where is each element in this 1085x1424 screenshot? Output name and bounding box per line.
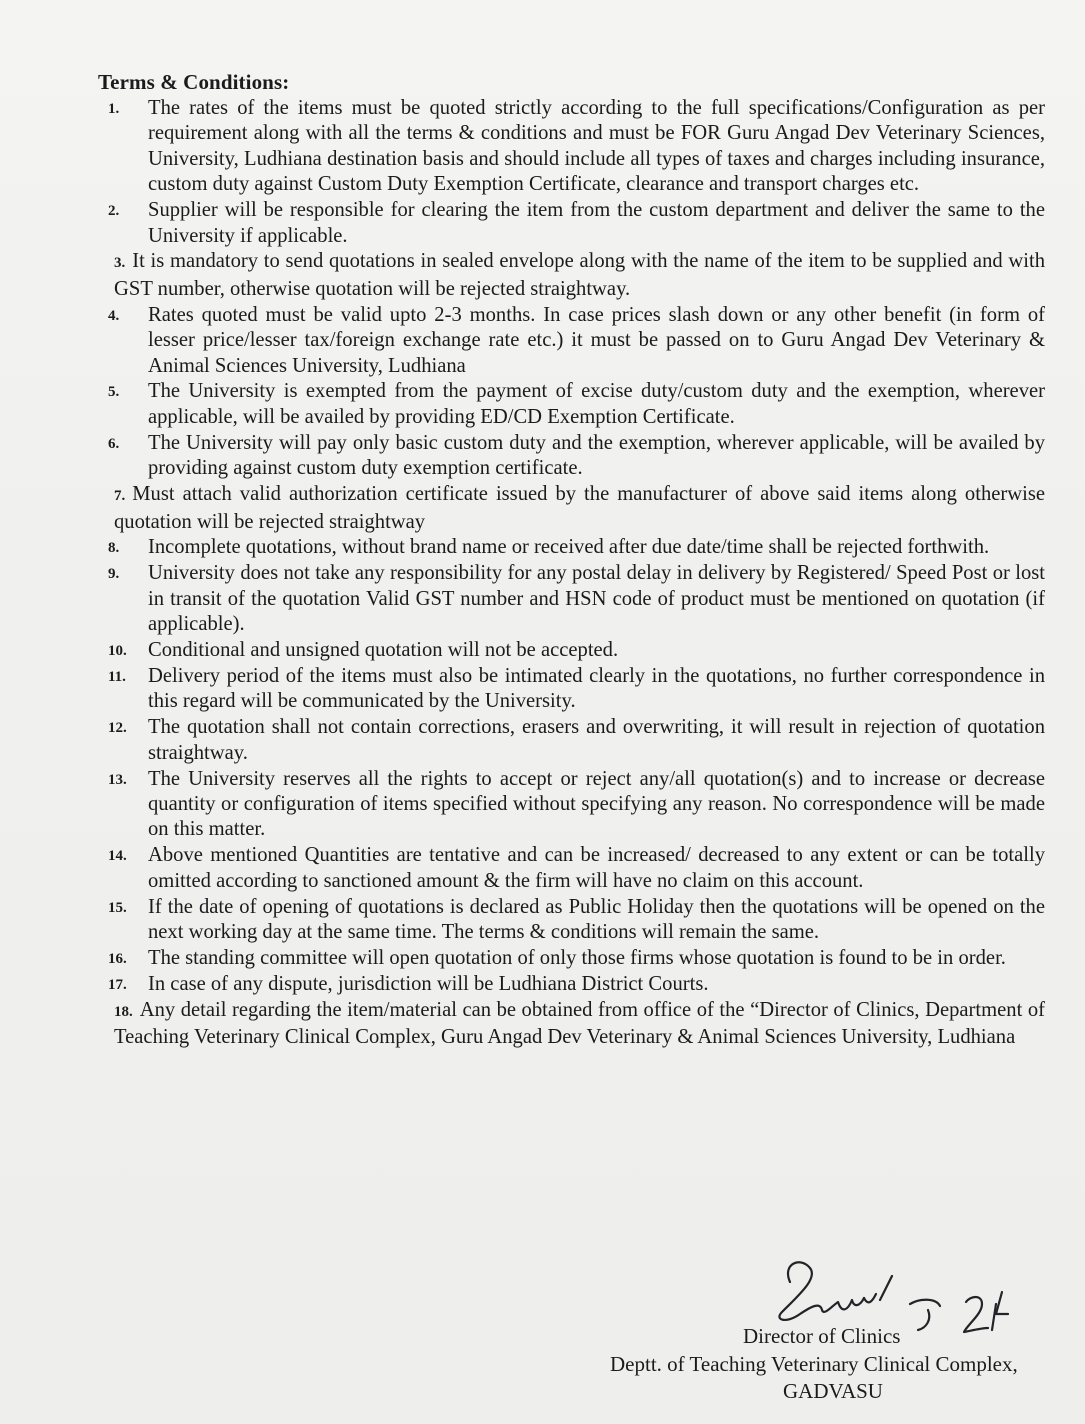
term-number: 1. xyxy=(108,101,120,117)
term-item-11 xyxy=(100,664,1045,715)
term-number: 14. xyxy=(108,848,127,865)
term-number: 7. xyxy=(114,488,126,505)
term-number: 3. xyxy=(114,255,126,272)
term-number: 6. xyxy=(108,435,120,452)
term-text: If the date of opening of quotations is declared as Public Holiday then the quotations will be opened on the next working day at the same time. The terms & conditions will remain the same. xyxy=(148,895,1045,943)
term-number: 2. xyxy=(108,203,120,220)
term-item-8 xyxy=(100,535,1045,560)
term-item-6 xyxy=(100,431,1045,482)
term-item-1 xyxy=(100,96,1045,198)
term-text: Must attach valid authorization certificate issued by the manufacturer of above said items along otherwise quotation will be rejected straightway xyxy=(114,483,1045,533)
term-item-15 xyxy=(100,895,1045,946)
term-text: In case of any dispute, jurisdiction will be Ludhiana District Courts. xyxy=(148,972,709,995)
terms-heading: Terms & Conditions: xyxy=(98,70,290,94)
term-text: Above mentioned Quantities are tentative and can be increased/ decreased to any extent or can be totally omitted according to sanctioned amount & the firm will have no claim on this account. xyxy=(148,844,1045,892)
term-item-18 xyxy=(100,998,1045,1051)
term-text: The quotation shall not contain corrections, erasers and overwriting, it will result in rejection of quotation straightway. xyxy=(148,716,1045,764)
term-item-17 xyxy=(100,972,1045,997)
term-number: 5. xyxy=(108,384,120,401)
term-number: 11. xyxy=(108,668,126,685)
signatory-title: Director of Clinics xyxy=(743,1324,901,1348)
term-text: Incomplete quotations, without brand name or received after due date/time shall be rejected forthwith. xyxy=(148,536,990,559)
signature-block xyxy=(600,1254,1070,1414)
term-text: The University will pay only basic custom duty and the exemption, wherever applicable, will be availed by providing against custom duty exemption certificate. xyxy=(148,431,1045,480)
term-item-3 xyxy=(100,249,1045,302)
term-text: Conditional and unsigned quotation will not be accepted. xyxy=(148,639,619,662)
term-text: The rates of the items must be quoted strictly according to the full specifications/Configuration as per requirement along with all the terms & conditions and must be FOR Guru Angad Dev Veterinary Sciences, University, Ludhiana destination basis and should include all types of taxes and charges including insurance, custom duty against Custom Duty Exemption Certificate, clearance and transport charges etc. xyxy=(148,97,1045,196)
term-text: The standing committee will open quotation of only those firms whose quotation is found to be in order. xyxy=(148,946,1006,969)
term-item-13 xyxy=(100,767,1045,843)
term-number: 17. xyxy=(108,976,127,993)
term-text: The University is exempted from the payment of excise duty/custom duty and the exemption, wherever applicable, will be availed by providing ED/CD Exemption Certificate. xyxy=(148,380,1045,428)
term-number: 18. xyxy=(114,1003,133,1020)
signatory-organization: GADVASU xyxy=(783,1379,883,1403)
term-number: 15. xyxy=(108,899,127,916)
term-number: 9. xyxy=(108,566,120,583)
term-item-12 xyxy=(100,715,1045,766)
term-text: Any detail regarding the item/material can be obtained from office of the “Director of Clinics, Department of Teaching Veterinary Clinical Complex, Guru Angad Dev Veterinary & Animal Sciences University, Ludhiana xyxy=(114,998,1045,1049)
term-item-4 xyxy=(100,303,1045,379)
term-number: 8. xyxy=(108,540,120,557)
term-item-5 xyxy=(100,379,1045,430)
terms-list xyxy=(100,96,1045,1051)
term-number: 16. xyxy=(108,950,127,967)
term-item-2 xyxy=(100,198,1045,249)
term-text: The University reserves all the rights to accept or reject any/all quotation(s) and to increase or decrease quantity or configuration of items specified without specifying any reason. No correspondence will be made on this matter. xyxy=(148,767,1045,841)
term-number: 10. xyxy=(108,643,127,660)
term-text: Delivery period of the items must also be intimated clearly in the quotations, no further correspondence in this regard will be communicated by the University. xyxy=(148,664,1045,713)
signatory-department: Deptt. of Teaching Veterinary Clinical Complex, xyxy=(610,1352,1018,1376)
term-item-16 xyxy=(100,946,1045,971)
term-item-14 xyxy=(100,843,1045,894)
term-text: It is mandatory to send quotations in sealed envelope along with the name of the item to be supplied and with GST number, otherwise quotation will be rejected straightway. xyxy=(114,250,1045,300)
term-number: 13. xyxy=(108,771,127,788)
term-item-10 xyxy=(100,638,1045,663)
term-text: Supplier will be responsible for clearing the item from the custom department and deliver the same to the University if applicable. xyxy=(148,199,1045,247)
term-number: 4. xyxy=(108,307,120,324)
term-item-9 xyxy=(100,561,1045,637)
term-text: University does not take any responsibility for any postal delay in delivery by Registered/ Speed Post or lost in transit of the quotation Valid GST number and HSN code of product must be mentioned on quotation (if applicable). xyxy=(148,562,1045,636)
term-text: Rates quoted must be valid upto 2-3 months. In case prices slash down or any other benefit (in form of lesser price/lesser tax/foreign exchange rate etc.) it must be passed on to Guru Angad Dev Veterinary & Animal Sciences University, Ludhiana xyxy=(148,303,1045,377)
term-number: 12. xyxy=(108,720,127,737)
term-item-7 xyxy=(100,482,1045,535)
